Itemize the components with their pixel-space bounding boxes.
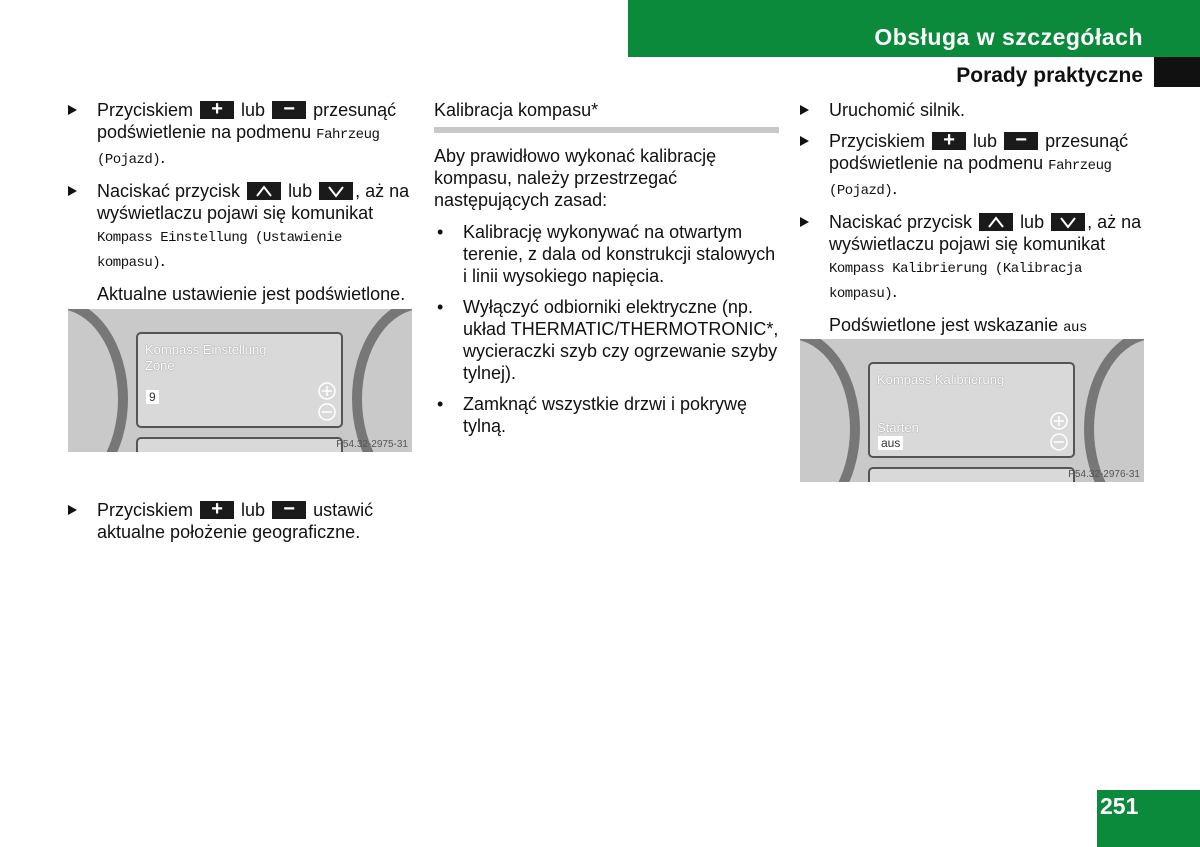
bullet-dot-icon: • (437, 297, 444, 317)
arrow-bullet-icon (68, 505, 77, 515)
figure-reference: P54.32-2975-31 (336, 439, 408, 450)
arrow-bullet-icon (68, 186, 77, 196)
page-number: 251 (1100, 793, 1139, 819)
plus-minus-icon (317, 382, 337, 422)
chapter-title: Obsługa w szczegółach (874, 24, 1143, 50)
instruction-step: Naciskać przycisk lub , aż na wyświetlaczu pojawi się komunikat Kompass Einstellung (Ustawienie kompasu). (68, 180, 413, 274)
section-tab-marker (1154, 57, 1200, 87)
instruction-step: Naciskać przycisk lub , aż na wyświetlaczu pojawi się komunikat Kompass Kalibrierung (Kalibracja kompasu). (800, 211, 1145, 305)
figure-reference: P54.32-2976-31 (1068, 469, 1140, 480)
column-right (800, 99, 1145, 380)
list-item: • Kalibrację wykonywać na otwartym terenie, z dala od konstrukcji stalowych i linii wysokiego napięcia. (437, 222, 776, 286)
down-arrow-key-icon (1051, 213, 1085, 231)
instrument-cluster-figure (68, 309, 412, 452)
arrow-bullet-icon (68, 105, 77, 115)
plus-key-icon: + (932, 132, 966, 150)
arrow-bullet-icon (800, 217, 809, 227)
arrow-bullet-icon (800, 105, 809, 115)
plus-key-icon: + (200, 101, 234, 119)
minus-key-icon: − (272, 101, 306, 119)
intro-text: Aby prawidłowo wykonać kalibrację kompasu, należy przestrzegać następujących zasad: (434, 146, 717, 210)
bullet-dot-icon: • (437, 394, 444, 414)
display-text: Kompass Kalibrierung (Kalibracja kompasu) (829, 261, 1082, 302)
up-arrow-key-icon (247, 182, 281, 200)
list-item: • Zamknąć wszystkie drzwi i pokrywę tylną. (437, 394, 748, 436)
instruction-step: Przyciskiem + lub − ustawić aktualne położenie geograficzne. (68, 499, 413, 543)
down-arrow-key-icon (319, 182, 353, 200)
gauge-icon (1084, 339, 1144, 482)
selected-value: aus (878, 436, 903, 450)
display-text: Fahrzeug (Pojazd) (829, 158, 1112, 199)
display-screen: Kompass Einstellung Zone 9 (136, 332, 343, 428)
display-text: Kompass Einstellung (Ustawienie kompasu) (97, 230, 342, 271)
note-text: Podświetlone jest wskazanie aus (829, 315, 1087, 336)
display-screen: Kompass Kalibrierung Starten aus (868, 362, 1075, 458)
section-title: Porady praktyczne (956, 64, 1143, 87)
up-arrow-key-icon (979, 213, 1013, 231)
instruction-step: Przyciskiem + lub − przesunąć podświetlenie na podmenu Fahrzeug (Pojazd). (800, 130, 1145, 202)
instruction-step: Przyciskiem + lub − przesunąć podświetlenie na podmenu Fahrzeug (Pojazd). (68, 99, 413, 171)
plus-minus-icon (1049, 412, 1069, 452)
instrument-cluster-figure (800, 339, 1144, 482)
section-heading: Kalibracja kompasu* (434, 99, 779, 133)
list-item: • Wyłączyć odbiorniki elektryczne (np. układ THERMATIC/THERMOTRONIC*, wycieraczki szyb czy ogrzewanie szyby tylnej). (437, 297, 779, 383)
gauge-icon (800, 339, 860, 482)
gauge-icon (68, 309, 128, 452)
note-text: Aktualne ustawienie jest podświetlone. (97, 284, 406, 304)
selected-value: 9 (146, 390, 159, 404)
display-text: Fahrzeug (Pojazd) (97, 127, 380, 168)
minus-key-icon: − (272, 501, 306, 519)
instruction-step: Uruchomić silnik. (800, 99, 1145, 121)
gauge-icon (352, 309, 412, 452)
arrow-bullet-icon (800, 136, 809, 146)
minus-key-icon: − (1004, 132, 1038, 150)
plus-key-icon: + (200, 501, 234, 519)
bullet-dot-icon: • (437, 222, 444, 242)
column-middle (434, 99, 779, 446)
